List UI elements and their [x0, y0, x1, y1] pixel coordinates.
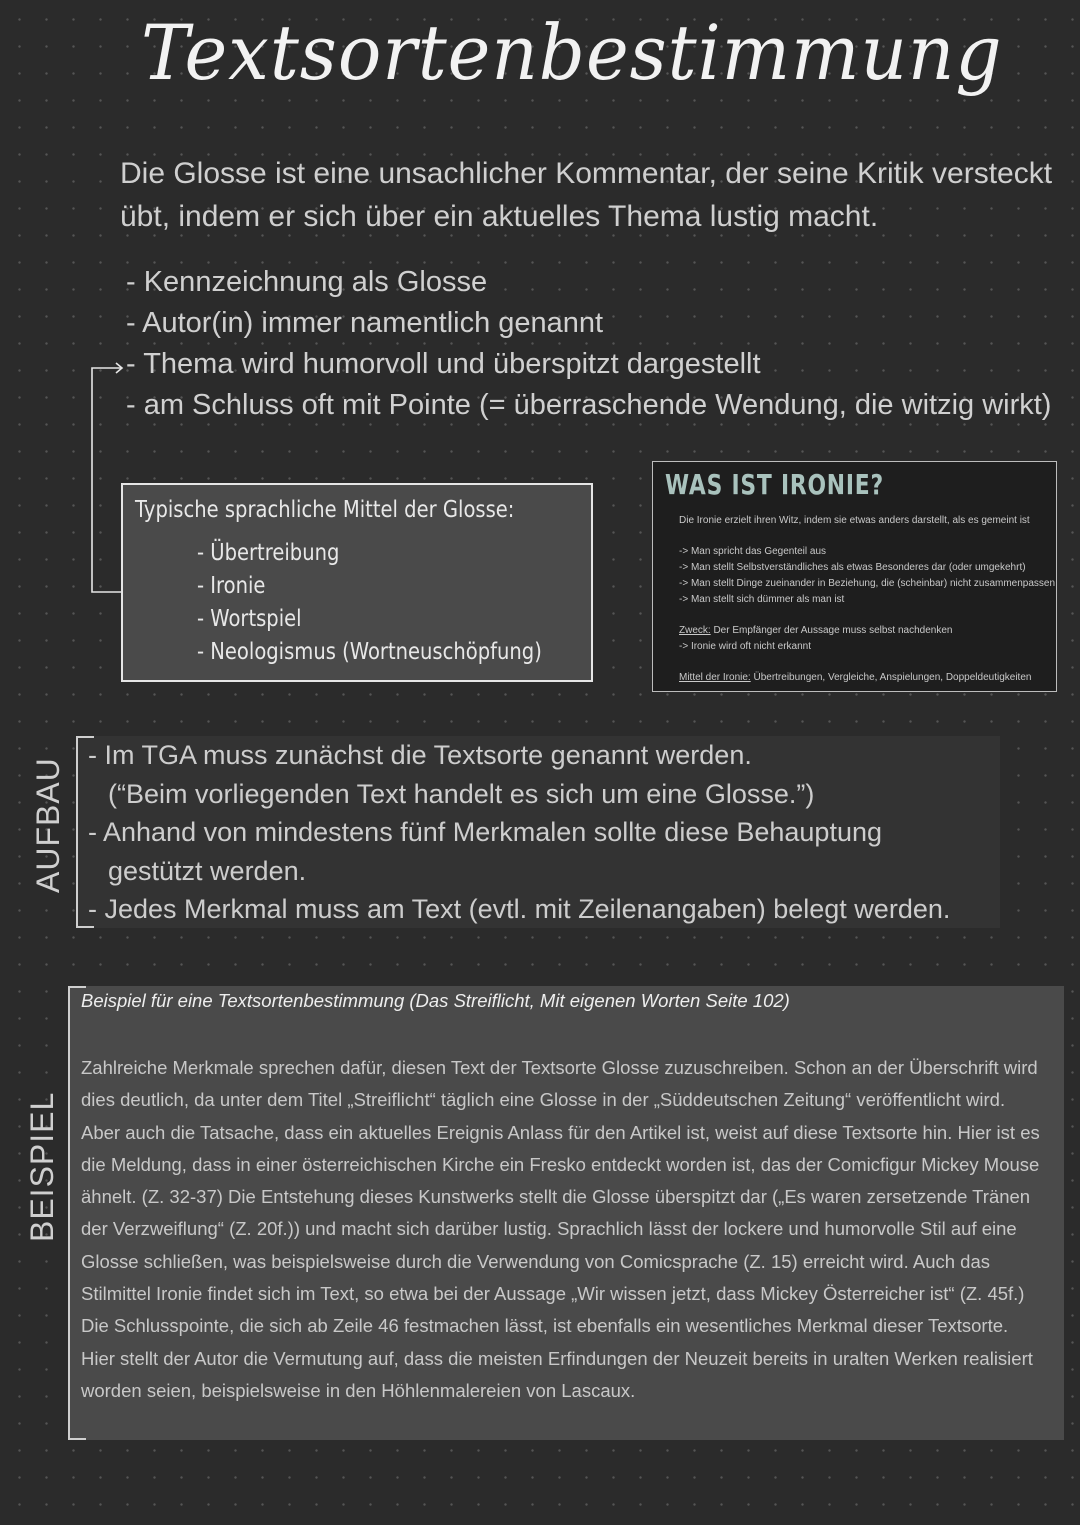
mittel-item: - Übertreibung [197, 540, 340, 566]
zweck-label: Zweck: [679, 625, 711, 636]
sprachliche-mittel-box [121, 483, 593, 682]
merkmal-item: - am Schluss oft mit Pointe (= überraschende Wendung, die witzig wirkt) [126, 389, 1052, 421]
ironie-point: -> Man spricht das Gegenteil aus [679, 546, 827, 557]
ironie-zweck-note: -> Ironie wird oft nicht erkannt [679, 641, 812, 652]
ironie-mittel-label: Mittel der Ironie: [679, 672, 751, 683]
ironie-box [652, 461, 1057, 692]
intro-definition: Die Glosse ist eine unsachlicher Kommentar, der seine Kritik versteckt übt, indem er sich über ein aktuelles Thema lustig macht. [120, 157, 1053, 233]
mittel-item: - Wortspiel [197, 606, 302, 632]
beispiel-heading: Beispiel für eine Textsortenbestimmung (Das Streiflicht, Mit eigenen Worten Seite 102) [81, 990, 790, 1011]
page-title: Textsortenbestimmung [141, 8, 1003, 97]
merkmal-item: - Autor(in) immer namentlich genannt [126, 307, 604, 339]
aufbau-line: - Anhand von mindestens fünf Merkmalen sollte diese Behauptung [88, 817, 882, 847]
ironie-point: -> Man stellt sich dümmer als man ist [679, 594, 845, 605]
mittel-heading: Typische sprachliche Mittel der Glosse: [135, 497, 515, 523]
ironie-heading: WAS IST IRONIE? [665, 468, 884, 501]
merkmal-item: - Kennzeichnung als Glosse [126, 266, 488, 298]
beispiel-label: BEISPIEL [24, 1091, 60, 1242]
merkmal-item: - Thema wird humorvoll und überspitzt dargestellt [126, 348, 761, 380]
aufbau-text [88, 736, 998, 929]
ironie-mittel-text: Übertreibungen, Vergleiche, Anspielungen, Doppeldeutigkeiten [750, 672, 1032, 683]
ironie-zweck [679, 625, 952, 636]
ironie-mittel [679, 672, 1031, 683]
ironie-point: -> Man stellt Selbstverständliches als etwas Besonderes dar (oder umgekehrt) [679, 562, 1026, 573]
merkmale-list [126, 262, 1080, 426]
mittel-item: - Ironie [197, 573, 266, 599]
beispiel-text: Zahlreiche Merkmale sprechen dafür, diesen Text der Textsorte Glosse zuzuschreiben. Schon an der Überschrift wird dies deutlich, da unter dem Titel „Streiflicht“ täglich eine Glosse in der „Süddeutschen Zeitung“ veröffentlicht wird. Aber auch die Tatsache, dass ein aktuelles Ereignis Anlass für den Artikel ist, weist auf diese Textsorte hin. Hier ist es die Meldung, dass in einer österreichischen Kirche ein Fresko entdeckt worden ist, das der Comicfigur Mickey Mouse ähnelt. (Z. 32-37) Die Entstehung dieses Kunstwerks stellt die Glosse überspitzt dar („Es waren zersetzende Tränen der Verzweiflung“ (Z. 20f.)) und macht sich darüber lustig. Sprachlich lässt der lockere und humorvolle Stil auf eine Glosse schließen, was beispielsweise durch die Verwendung von Comicsprache (Z. 15) erreicht wird. Auch das Stilmittel Ironie findet sich im Text, so etwa bei der Aussage „Wir wissen jetzt, dass Mickey Österreicher ist“ (Z. 45f.) Die Schlusspointe, die sich ab Zeile 46 festmachen lässt, ist ebenfalls ein wesentliches Merkmal dieser Textsorte. Hier stellt der Autor die Vermutung auf, dass die meisten Erfindungen der Neuzeit bereits in uralten Werken realisiert worden seien, beispielsweise in den Höhlenmalereien von Lascaux. [81, 1057, 1040, 1401]
aufbau-line: (“Beim vorliegenden Text handelt es sich um eine Glosse.”) [108, 778, 815, 809]
aufbau-line: - Jedes Merkmal muss am Text (evtl. mit Zeilenangaben) belegt werden. [88, 894, 951, 924]
aufbau-label: AUFBAU [30, 757, 66, 893]
ironie-definition: Die Ironie erzielt ihren Witz, indem sie etwas anders darstellt, als es gemeint ist [679, 515, 1030, 526]
aufbau-line: gestützt werden. [108, 855, 307, 886]
mittel-item: - Neologismus (Wortneuschöpfung) [197, 639, 542, 665]
aufbau-line: - Im TGA muss zunächst die Textsorte genannt werden. [88, 740, 752, 770]
ironie-point: -> Man stellt Dinge zueinander in Beziehung, die (scheinbar) nicht zusammenpassen [679, 578, 1056, 589]
zweck-text: Der Empfänger der Aussage muss selbst nachdenken [710, 625, 953, 636]
mittel-list [197, 537, 542, 669]
